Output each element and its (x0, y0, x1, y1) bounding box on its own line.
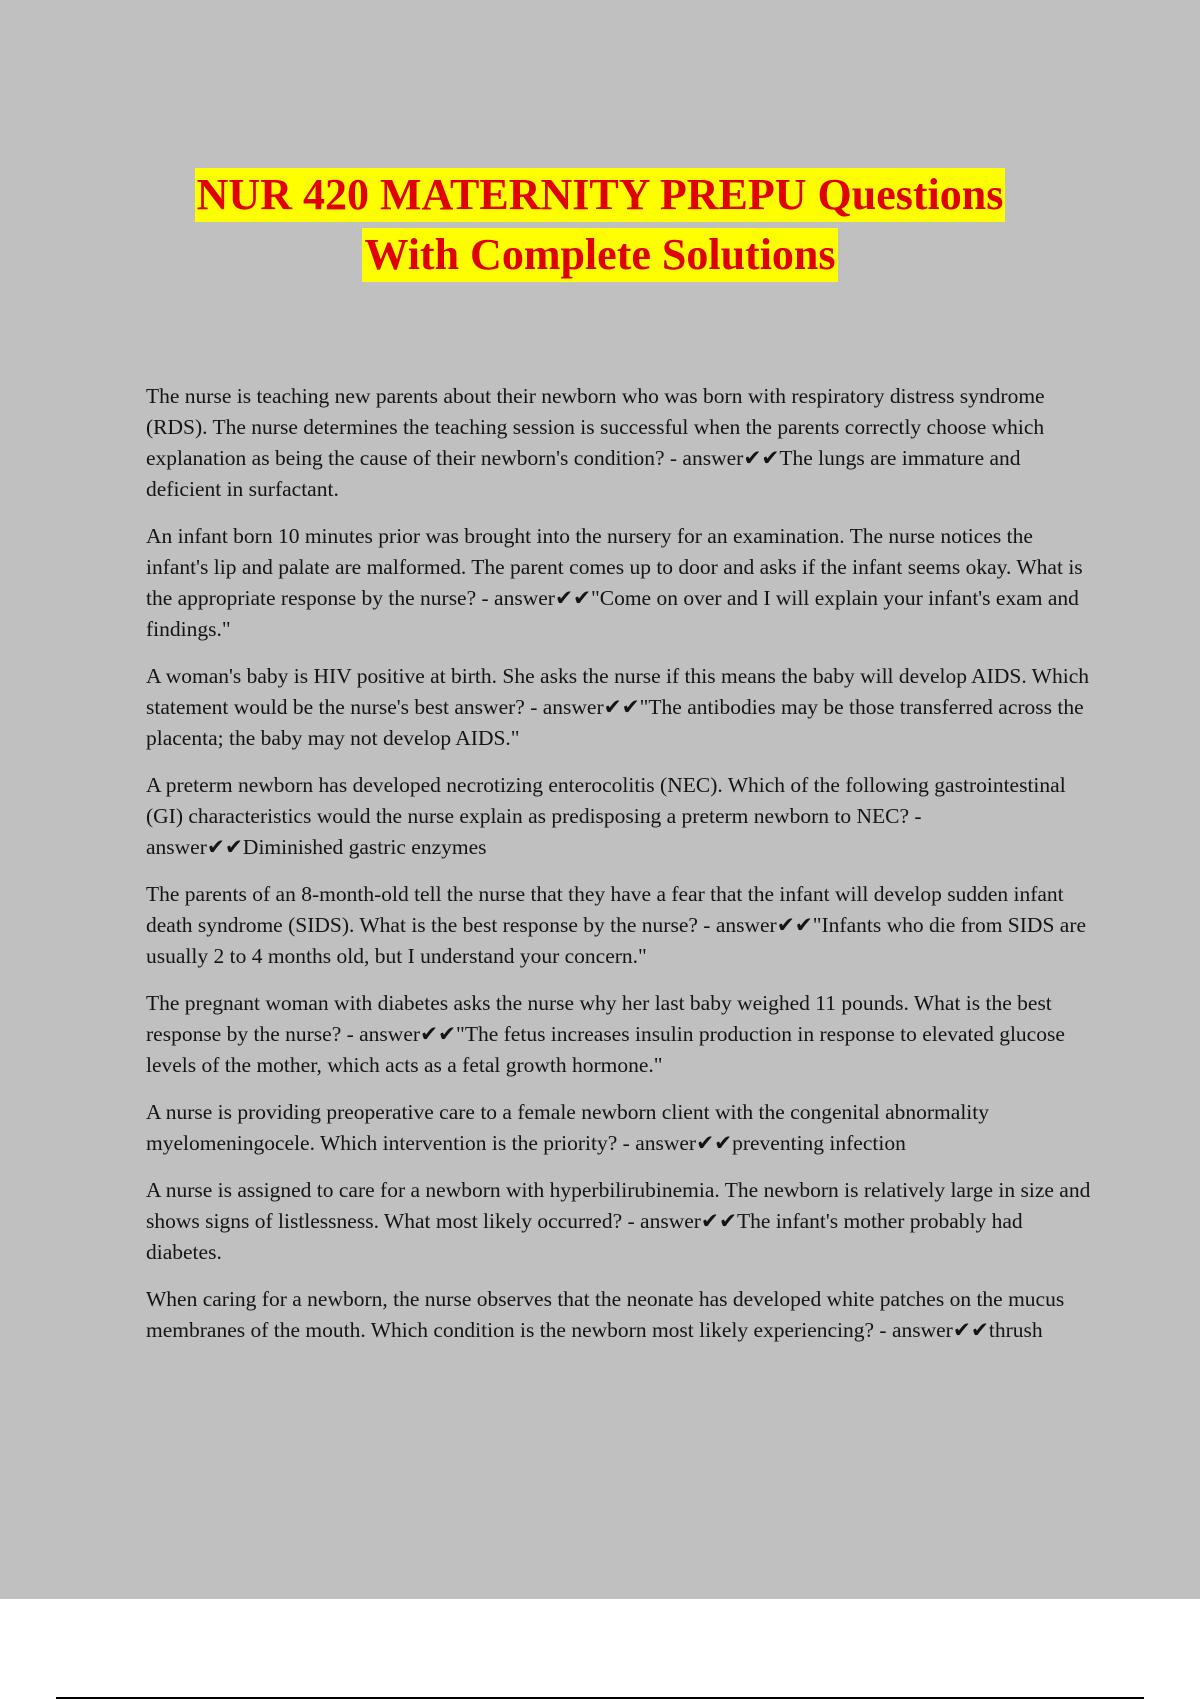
question-answer-item: A nurse is assigned to care for a newborn with hyperbilirubinemia. The newborn is relatively large in size and shows signs of listlessness. What most likely occurred? - answer✔✔The infant's mother probably had diabetes. (146, 1178, 1091, 1264)
question-answer-item: A preterm newborn has developed necrotizing enterocolitis (NEC). Which of the following gastrointestinal (GI) characteristics would the nurse explain as predisposing a preterm newborn to NEC? - answer✔✔Diminished gastric enzymes (146, 773, 1066, 859)
question-list (146, 381, 1092, 1362)
document-title (0, 168, 1200, 282)
question-answer-item: The nurse is teaching new parents about their newborn who was born with respiratory distress syndrome (RDS). The nurse determines the teaching session is successful when the parents correctly choose which explanation as being the cause of their newborn's condition? - answer✔✔The lungs are immature and deficient in surfactant. (146, 384, 1045, 501)
question-answer-item: An infant born 10 minutes prior was brought into the nursery for an examination. The nurse notices the infant's lip and palate are malformed. The parent comes up to door and asks if the infant seems okay. What is the appropriate response by the nurse? - answer✔✔"Come on over and I will explain your infant's exam and findings." (146, 524, 1083, 641)
footer-divider (56, 1697, 1144, 1699)
question-answer-item: When caring for a newborn, the nurse observes that the neonate has developed white patches on the mucus membranes of the mouth. Which condition is the newborn most likely experiencing? - answer✔✔thrush (146, 1287, 1065, 1342)
question-answer-item: The parents of an 8-month-old tell the nurse that they have a fear that the infant will develop sudden infant death syndrome (SIDS). What is the best response by the nurse? - answer✔✔"Infants who die from SIDS are usually 2 to 4 months old, but I understand your concern." (146, 882, 1087, 968)
question-answer-item: The pregnant woman with diabetes asks the nurse why her last baby weighed 11 pounds. What is the best response by the nurse? - answer✔✔"The fetus increases insulin production in response to elevated glucose levels of the mother, which acts as a fetal growth hormone." (146, 991, 1065, 1077)
question-answer-item: A woman's baby is HIV positive at birth. She asks the nurse if this means the baby will develop AIDS. Which statement would be the nurse's best answer? - answer✔✔"The antibodies may be those transferred across the placenta; the baby may not develop AIDS." (146, 664, 1089, 750)
title-line-2: With Complete Solutions (362, 228, 837, 282)
title-line-1: NUR 420 MATERNITY PREPU Questions (195, 168, 1006, 222)
question-answer-item: A nurse is providing preoperative care to a female newborn client with the congenital abnormality myelomeningocele. Which intervention is the priority? - answer✔✔preventing infection (146, 1100, 989, 1155)
